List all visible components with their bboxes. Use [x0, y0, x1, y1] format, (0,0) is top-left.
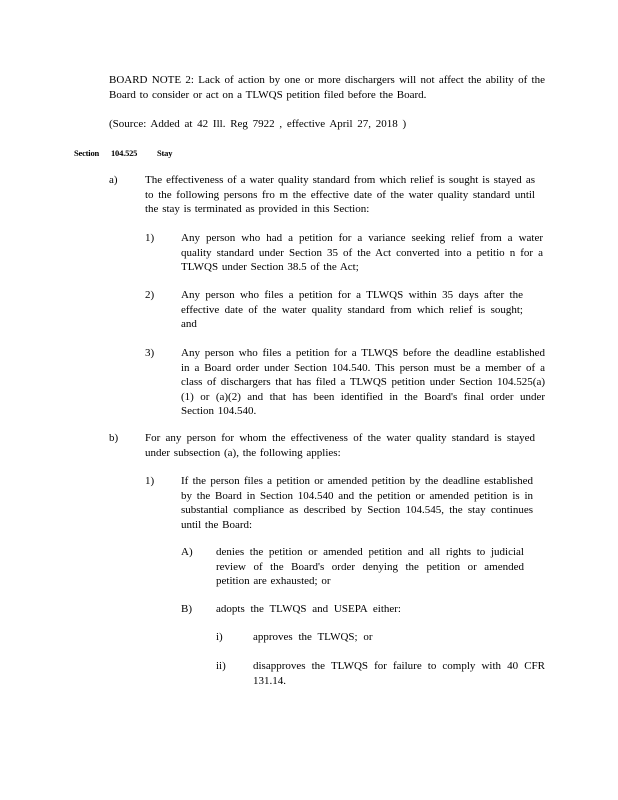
item-b1-label: 1) — [145, 475, 155, 487]
subsection-b-text: For any person for whom the effectiveness of the water quality standard is stayed under subsection (a), the following applies: — [145, 432, 535, 459]
section-label: Section — [74, 148, 100, 158]
subsection-b-label: b) — [109, 432, 119, 444]
section-title: Stay — [157, 148, 173, 158]
item-b1Bii-text: disapproves the TLWQS for failure to comply with 40 CFR 131.14. — [253, 660, 545, 687]
section-number: 104.525 — [111, 148, 138, 158]
subsection-a-text: The effectiveness of a water quality standard from which relief is sought is stayed as to the following persons fro m the effective date of the water quality standard until the stay is terminated as provided in this Section: — [145, 174, 535, 215]
source-note: (Source: Added at 42 Ill. Reg 7922 , effective April 27, 2018 ) — [109, 118, 407, 130]
item-b1A-label: A) — [181, 546, 193, 558]
item-a3-label: 3) — [145, 347, 155, 359]
item-b1Bii-label: ii) — [216, 660, 226, 672]
item-b1Bi-label: i) — [216, 631, 223, 643]
board-note: BOARD NOTE 2: Lack of action by one or more dischargers will not affect the ability of the Board to consider or act on a TLWQS petition filed before the Board. — [109, 74, 545, 101]
item-a3-text: Any person who files a petition for a TLWQS before the deadline established in a Board order under Section 104.540. This person must be a member of a class of dischargers that has filed a TLWQS petition under Section 104.525(a)(1) or (a)(2) and that has been identified in the Board's final order under Section 104.540. — [181, 347, 545, 417]
subsection-a-label: a) — [109, 174, 118, 186]
item-b1B-label: B) — [181, 603, 192, 615]
item-a2-text: Any person who files a petition for a TLWQS within 35 days after the effective date of the water quality standard from which relief is sought; and — [181, 289, 523, 330]
item-b1Bi-text: approves the TLWQS; or — [253, 631, 373, 643]
item-b1-text: If the person files a petition or amended petition by the deadline established by the Board in Section 104.540 and the petition or amended petition is in substantial compliance as described by Section 104.545, the stay continues until the Board: — [181, 475, 533, 531]
item-a1-label: 1) — [145, 232, 155, 244]
item-b1A-text: denies the petition or amended petition and all rights to judicial review of the Board's order denying the petition or amended petition are exhausted; or — [216, 546, 524, 587]
item-b1B-text: adopts the TLWQS and USEPA either: — [216, 603, 401, 615]
item-a2-label: 2) — [145, 289, 155, 301]
item-a1-text: Any person who had a petition for a variance seeking relief from a water quality standard under Section 35 of the Act converted into a petitio n for a TLWQS under Section 38.5 of the Act; — [181, 232, 543, 273]
